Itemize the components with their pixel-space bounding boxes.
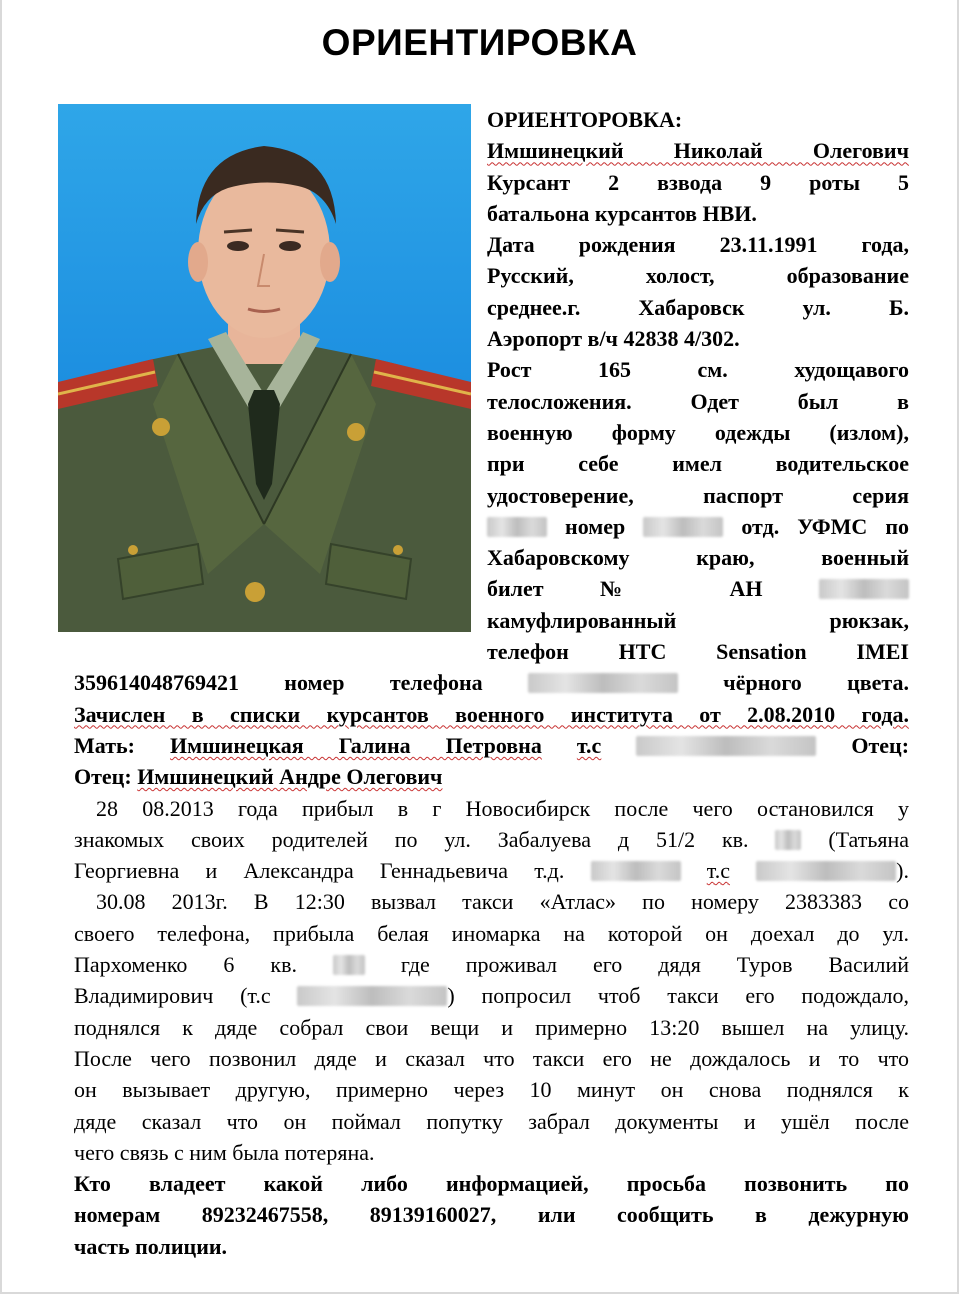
- info-line: удостоверение, паспорт серия: [487, 482, 909, 508]
- redacted-phone-number: [528, 673, 678, 693]
- redacted-mother-phone: [636, 736, 816, 756]
- info-line: камуфлированный рюкзак,: [487, 607, 909, 633]
- para2-line: он вызывает другую, примерно через 10 минут он снова поднялся к: [74, 1077, 909, 1103]
- info-line: Курсант 2 взвода 9 роты 5: [487, 169, 909, 195]
- imei-line: 359614048769421 номер телефона чёрного цвета.: [74, 670, 909, 696]
- para2-line: дяде сказал что он поймал попутку забрал документы и ушёл после: [74, 1108, 909, 1134]
- redacted-apartment-2: [333, 955, 365, 975]
- redacted-passport-number: [643, 517, 723, 537]
- info-line: Аэропорт в/ч 42838 4/302.: [487, 326, 740, 352]
- redacted-apartment: [775, 830, 801, 850]
- para1-line: 28 08.2013 года прибыл в г Новосибирск после чего остановился у: [96, 795, 909, 821]
- para2-line: Владимирович (т.с ) попросил чтоб такси его подождало,: [74, 983, 910, 1009]
- para2-line: После чего позвонил дяде и сказал что такси его не дождалось и то что: [74, 1045, 909, 1071]
- info-line: телосложения. Одет был в: [487, 388, 909, 414]
- info-line: военную форму одежды (излом),: [487, 419, 909, 445]
- father-line: Отец: Имшинецкий Андре Олегович: [74, 764, 443, 790]
- info-line: батальона курсантов НВИ.: [487, 200, 757, 226]
- body-text: [74, 104, 909, 1262]
- closing-line: часть полиции.: [74, 1233, 228, 1259]
- info-line: Дата рождения 23.11.1991 года,: [487, 232, 909, 258]
- redacted-military-id: [819, 579, 909, 599]
- para2-line: поднялся к дяде собрал свои вещи и примерно 13:20 вышел на улицу.: [74, 1014, 909, 1040]
- redacted-home-phone: [591, 861, 681, 881]
- para2-line: чего связь с ним была потеряна.: [74, 1139, 375, 1165]
- para2-line: своего телефона, прибыла белая иномарка на которой он доехал до ул.: [74, 920, 909, 946]
- heading-orientation: ОРИЕНТОРОВКА:: [487, 107, 683, 132]
- redacted-mobile-phone: [756, 861, 896, 881]
- closing-line: Кто владеет какой либо информацией, просьба позвонить по: [74, 1171, 909, 1197]
- enrolled-line: Зачислен в списки курсантов военного института от 2.08.2010 года.: [74, 701, 909, 727]
- info-line: среднее.г. Хабаровск ул. Б.: [487, 294, 909, 320]
- para2-line: Пархоменко 6 кв. где проживал его дядя Туров Василий: [74, 952, 910, 978]
- person-name: Имшинецкий Николай Олегович: [487, 138, 909, 164]
- passport-number-line: номер отд. УФМС по: [74, 511, 909, 542]
- info-line: Хабаровскому краю, военный: [487, 545, 909, 571]
- info-line: телефон HTC Sensation IMEI: [487, 639, 909, 665]
- para1-line: знакомых своих родителей по ул. Забалуева д 51/2 кв. (Татьяна: [74, 826, 910, 852]
- para1-line: Георгиевна и Александра Геннадьевича т.д. т.с ).: [74, 858, 909, 884]
- redacted-passport-series: [487, 517, 547, 537]
- info-line: Русский, холост, образование: [487, 263, 909, 289]
- mother-line: Мать: Имшинецкая Галина Петровна т.с Отец:: [74, 732, 910, 758]
- redacted-uncle-phone: [297, 986, 447, 1006]
- info-line: при себе имел водительское: [487, 451, 909, 477]
- info-line: Рост 165 см. худощавого: [487, 357, 909, 383]
- para2-line: 30.08 2013г. В 12:30 вызвал такси «Атлас» по номеру 2383383 со: [96, 889, 909, 915]
- page-title: ОРИЕНТИРОВКА: [321, 22, 638, 63]
- military-id-line: билет № АН: [74, 573, 909, 604]
- closing-line: номерам 89232467558, 89139160027, или сообщить в дежурную: [74, 1202, 909, 1228]
